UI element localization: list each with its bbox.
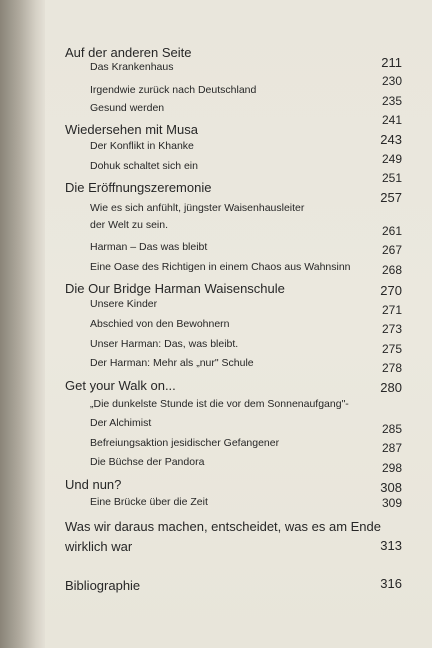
toc-entry-title: Wie es sich anfühlt, jüngster Waisenhausleiter [90, 202, 305, 214]
toc-page-number: 285 [381, 422, 402, 436]
toc-entry-title: wirklich war [65, 539, 133, 554]
toc-entry-title: Auf der anderen Seite [65, 45, 192, 60]
toc-page-number: 261 [381, 224, 402, 238]
toc-page-number: 273 [381, 322, 402, 336]
toc-page-number: 251 [381, 171, 402, 185]
toc-entry-title: Gesund werden [90, 102, 165, 114]
toc-page-number: 287 [381, 441, 402, 455]
toc-entry-title: Unser Harman: Das, was bleibt. [90, 338, 239, 350]
toc-entry-title: Was wir daraus machen, entscheidet, was es am Ende [65, 519, 381, 534]
toc-page-number: 298 [381, 461, 402, 475]
toc-entry-title: Der Konflikt in Khanke [90, 140, 194, 152]
toc-entry-title: Der Alchimist [90, 417, 152, 429]
toc-entry-title: Eine Brücke über die Zeit [90, 496, 208, 508]
toc-entry-title: Und nun? [65, 477, 122, 492]
toc-entry-title: Eine Oase des Richtigen in einem Chaos aus Wahnsinn [90, 261, 351, 273]
toc-entry-title: Die Our Bridge Harman Waisenschule [65, 281, 285, 296]
toc-entry-title: Irgendwie zurück nach Deutschland [90, 84, 257, 96]
toc-page-number: 316 [380, 576, 402, 591]
toc-page-number: 280 [380, 380, 402, 395]
toc-entry-title: „Die dunkelste Stunde ist die vor dem Sonnenaufgang"- [90, 398, 349, 410]
toc-entry-title: Das Krankenhaus [90, 61, 174, 73]
toc-entry-title: Bibliographie [65, 578, 141, 593]
table-of-contents [45, 0, 432, 648]
toc-entry-title: der Welt zu sein. [90, 219, 169, 231]
toc-page-number: 230 [381, 74, 402, 88]
toc-page-number: 267 [381, 243, 402, 257]
toc-entry-title: Wiedersehen mit Musa [65, 122, 198, 137]
toc-entry-title: Get your Walk on... [65, 378, 176, 393]
toc-page-number: 211 [381, 55, 402, 70]
toc-page-number: 275 [381, 342, 402, 356]
toc-page-number: 271 [381, 303, 402, 317]
toc-entry-title: Befreiungsaktion jesidischer Gefangener [90, 437, 280, 449]
toc-page-number: 270 [380, 283, 402, 298]
toc-entry-title: Die Eröffnungszeremonie [65, 180, 212, 195]
toc-page-number: 278 [381, 361, 402, 375]
toc-page-number: 257 [380, 190, 402, 205]
book-page [45, 0, 432, 648]
toc-page-number: 235 [381, 94, 402, 108]
toc-page-number: 308 [380, 480, 402, 495]
toc-page-number: 268 [381, 263, 402, 277]
toc-page-number: 243 [380, 132, 402, 147]
toc-page-number: 241 [381, 113, 402, 127]
toc-entry-title: Der Harman: Mehr als „nur" Schule [90, 357, 254, 369]
toc-page-number: 249 [381, 152, 402, 166]
toc-entry-title: Unsere Kinder [90, 298, 158, 310]
toc-entry-title: Harman – Das was bleibt [90, 241, 208, 253]
toc-page-number: 313 [380, 538, 402, 553]
book-spine-shadow [0, 0, 45, 648]
toc-page-number: 309 [381, 496, 402, 510]
toc-entry-title: Dohuk schaltet sich ein [90, 160, 198, 172]
toc-entry-title: Abschied von den Bewohnern [90, 318, 230, 330]
toc-entry-title: Die Büchse der Pandora [90, 456, 205, 468]
